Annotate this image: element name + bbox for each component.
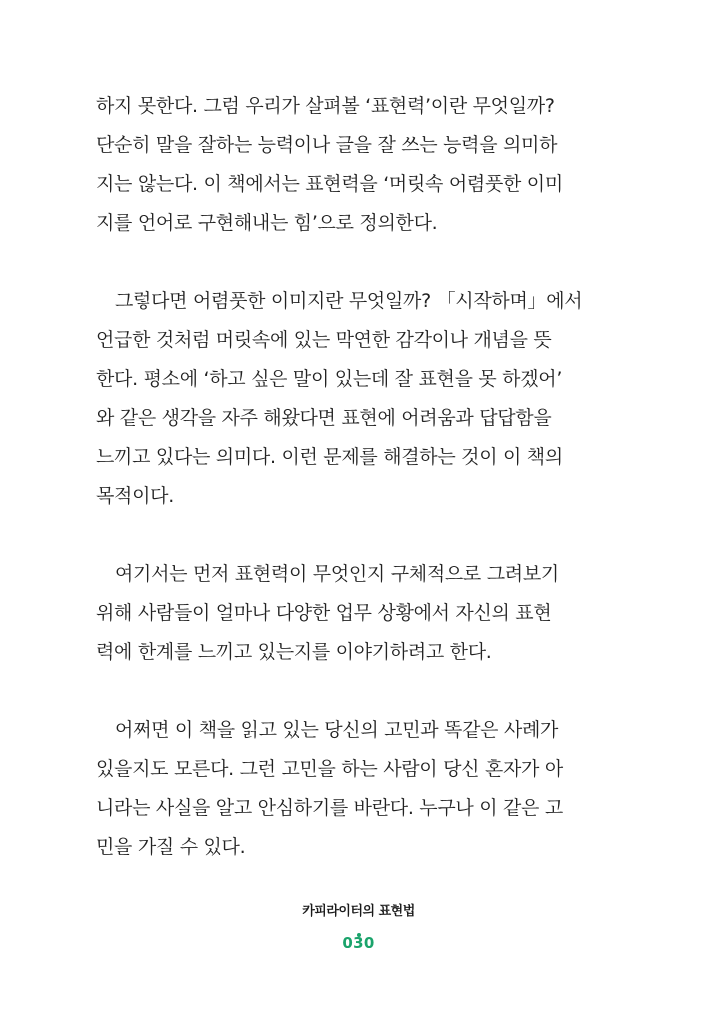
paragraph: [96, 282, 631, 516]
paragraph: [96, 87, 631, 243]
text-line: 지는 않는다. 이 책에서는 표현력을 ‘머릿속 어렴풋한 이미: [96, 173, 563, 195]
text-line: 력에 한계를 느끼고 있는지를 이야기하려고 한다.: [96, 641, 492, 663]
text-line: 와 같은 생각을 자주 해왔다면 표현에 어려움과 답답함을: [96, 407, 552, 429]
text-line: 한다. 평소에 ‘하고 싶은 말이 있는데 잘 표현을 못 하겠어’: [96, 368, 563, 390]
text-line: 하지 못한다. 그럼 우리가 살펴볼 ‘표현력’이란 무엇일까?: [96, 95, 555, 117]
page-number: 030: [342, 934, 375, 952]
text-line: 위해 사람들이 얼마나 다양한 업무 상황에서 자신의 표현: [96, 602, 552, 624]
text-line: 여기서는 먼저 표현력이 무엇인지 구체적으로 그려보기: [115, 563, 559, 585]
text-line: 단순히 말을 잘하는 능력이나 글을 잘 쓰는 능력을 의미하: [96, 134, 558, 156]
text-line: 민을 가질 수 있다.: [96, 836, 246, 858]
paragraph: [96, 711, 631, 867]
text-line: 느끼고 있다는 의미다. 이런 문제를 해결하는 것이 이 책의: [96, 446, 563, 468]
text-line: 어쩌면 이 책을 읽고 있는 당신의 고민과 똑같은 사례가: [115, 719, 559, 741]
paragraph-gap: [96, 243, 631, 282]
text-line: 지를 언어로 구현해내는 힘’으로 정의한다.: [96, 212, 438, 234]
paragraph: [96, 555, 631, 672]
separator-dot: [0, 922, 717, 930]
text-line: 목적이다.: [96, 485, 174, 507]
paragraph-gap: [96, 516, 631, 555]
paragraph-gap: [96, 672, 631, 711]
text-line: 그렇다면 어렴풋한 이미지란 무엇일까? 「시작하며」에서: [115, 290, 583, 312]
body-text: [96, 87, 631, 867]
running-title: 카피라이터의 표현법: [302, 904, 415, 919]
text-line: 있을지도 모른다. 그런 고민을 하는 사람이 당신 혼자가 아: [96, 758, 563, 780]
text-line: 언급한 것처럼 머릿속에 있는 막연한 감각이나 개념을 뜻: [96, 329, 552, 351]
text-line: 니라는 사실을 알고 안심하기를 바란다. 누구나 이 같은 고: [96, 797, 563, 819]
